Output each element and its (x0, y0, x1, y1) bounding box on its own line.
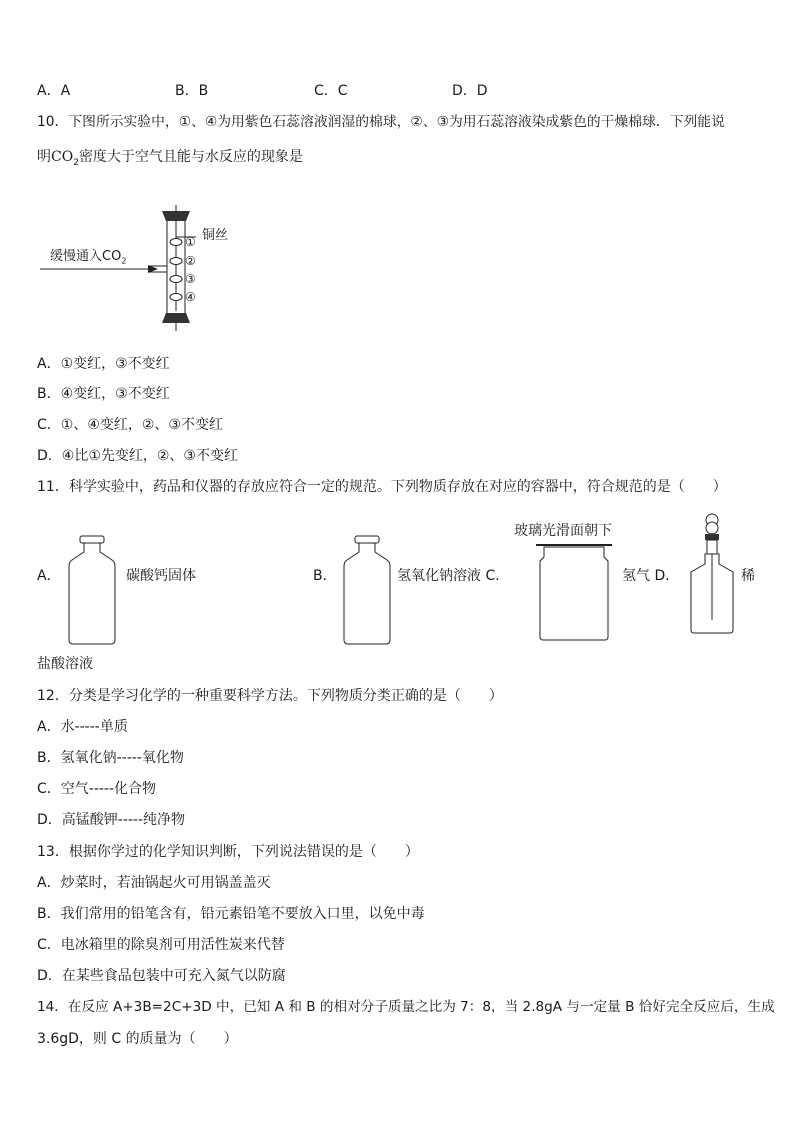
q12-option-a: A．水-----单质 (37, 719, 128, 735)
q10-inlet-sub: 2 (121, 256, 127, 266)
q10-ball-label-3: ③ (185, 272, 196, 286)
q10-inlet-text: 缓慢通入CO (50, 249, 122, 264)
q11-text-d: 稀 (741, 568, 755, 584)
q10-option-b: B．④变红，③不变红 (37, 386, 170, 402)
q11-label-b: B． (313, 568, 337, 584)
q14-line2: 3.6gD，则 C 的质量为（ ） (37, 1031, 238, 1047)
q11-text-d-tail: 盐酸溶液 (37, 656, 93, 672)
q13-option-c: C．电冰箱里的除臭剂可用活性炭来代替 (37, 937, 285, 953)
q10-ball-label-4: ④ (185, 290, 196, 304)
q12-option-c: C．空气-----化合物 (37, 781, 157, 797)
q11-bottle-a (66, 536, 118, 646)
q10-apparatus-figure (40, 205, 290, 335)
q10-co2-sub: 2 (73, 157, 79, 168)
q12-option-d: D．高锰酸钾-----纯净物 (37, 812, 186, 828)
q13-option-a: A．炒菜时，若油锅起火可用锅盖盖灭 (37, 875, 271, 891)
q13-stem: 13．根据你学过的化学知识判断，下列说法错误的是（ ） (37, 844, 419, 860)
q10-option-c: C．①、④变红，②、③不变红 (37, 417, 223, 433)
q11-caption-c: 玻璃光滑面朝下 (514, 523, 612, 539)
q11-text-b: 氢氧化钠溶液 C． (397, 568, 510, 584)
q13-option-d: D．在某些食品包装中可充入氮气以防腐 (37, 968, 286, 984)
q10-option-a: A．①变红，③不变红 (37, 356, 170, 372)
option-d: D．D (452, 83, 488, 99)
q12-stem: 12．分类是学习化学的一种重要科学方法。下列物质分类正确的是（ ） (37, 688, 503, 704)
q10-wire-label: 铜丝 (202, 228, 229, 243)
option-b: B．B (175, 83, 209, 99)
q10-option-d: D．④比①先变红，②、③不变红 (37, 448, 238, 464)
q10-stem-ming: 明 (37, 149, 51, 165)
q10-stem-line2 (37, 150, 303, 168)
q11-text-a: 碳酸钙固体 (126, 568, 196, 584)
q10-inlet-label (50, 250, 126, 266)
q10-stem-rest: 密度大于空气且能与水反应的现象是 (78, 149, 303, 165)
option-a: A．A (37, 83, 71, 99)
q11-stem: 11．科学实验中，药品和仪器的存放应符合一定的规范。下列物质存放在对应的容器中，符合规范的是（ ） (37, 479, 727, 495)
q10-ball-label-1: ① (185, 235, 196, 249)
q12-option-b: B．氢氧化钠-----氧化物 (37, 750, 184, 766)
q11-text-c: 氢气 D． (622, 568, 680, 584)
q10-co2: CO (51, 149, 74, 165)
q11-dropper-bottle-d (687, 512, 737, 636)
q14-line1: 14．在反应 A+3B=2C+3D 中，已知 A 和 B 的相对分子质量之比为 7：8，当 2.8gA 与一定量 B 恰好完全反应后，生成 (37, 999, 775, 1015)
q11-gas-jar-c (536, 543, 616, 643)
q10-stem-line1: 10．下图所示实验中，①、④为用紫色石蕊溶液润湿的棉球，②、③为用石蕊溶液染成紫色的干燥棉球．下列能说 (37, 114, 725, 130)
q13-option-b: B．我们常用的铅笔含有，铅元素铅笔不要放入口里，以免中毒 (37, 906, 425, 922)
option-c: C．C (314, 83, 348, 99)
q10-ball-label-2: ② (185, 254, 196, 268)
q11-label-a: A． (37, 568, 61, 584)
q11-bottle-b (341, 536, 393, 646)
